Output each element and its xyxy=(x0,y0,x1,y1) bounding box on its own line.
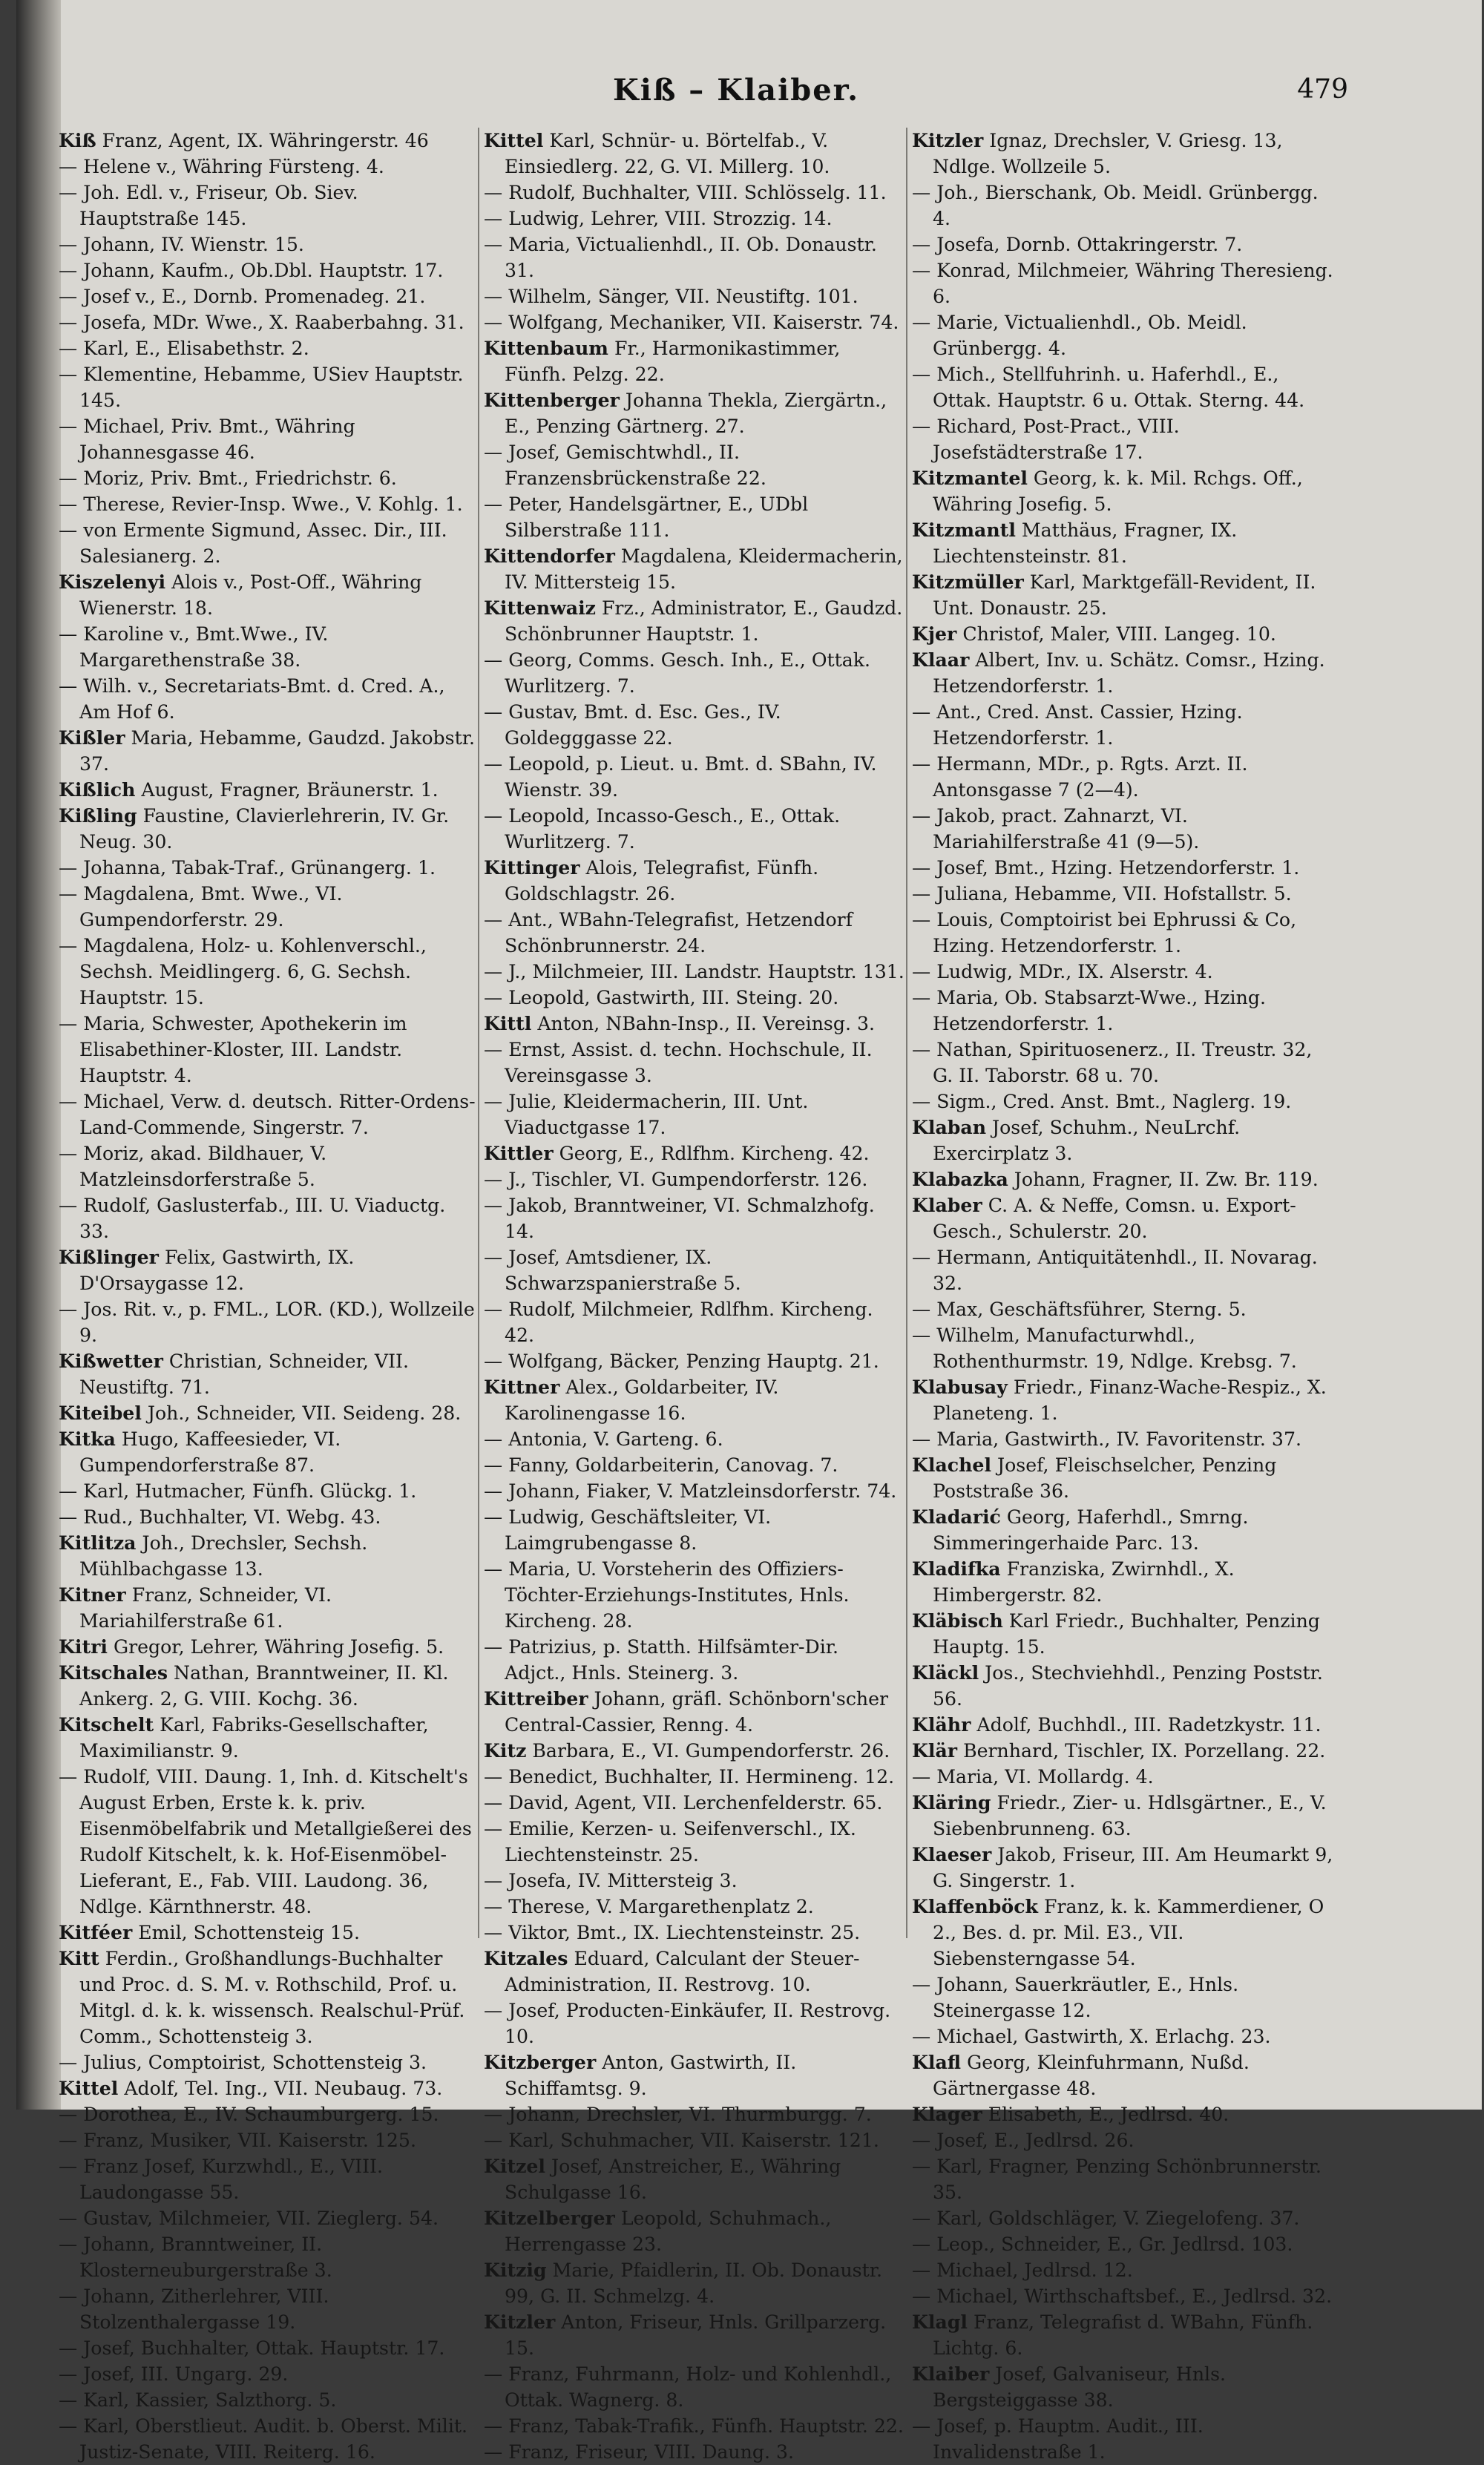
directory-entry: — Johanna, Tabak-Traf., Grünangerg. 1. xyxy=(59,857,436,879)
directory-entry: Kittenwaiz Frz., Administrator, E., Gaudzd. Schönbrunner Hauptstr. 1. xyxy=(484,597,903,645)
directory-entry: Kladarić Georg, Haferhdl., Smrng. Simmeringerhaide Parc. 13. xyxy=(912,1506,1249,1554)
directory-entry: Kißler Maria, Hebamme, Gaudzd. Jakobstr. 37. xyxy=(59,726,475,775)
directory-entry: — Magdalena, Bmt. Wwe., VI. Gumpendorferstr. 29. xyxy=(59,883,343,930)
directory-entry: Klaber C. A. & Neffe, Comsn. u. Export-Gesch., Schulerstr. 20. xyxy=(912,1194,1296,1242)
directory-entry: — Maria, U. Vorsteherin des Offiziers-Töchter-Erziehungs-Institutes, Hnls. Kircheng. 28. xyxy=(484,1558,850,1632)
directory-entry: — Rudolf, Buchhalter, VIII. Schlösselg. 11. xyxy=(484,182,887,203)
directory-entry: — Johann, Drechsler, VI. Thurmburgg. 7. xyxy=(484,2104,872,2125)
directory-entry: — Julius, Comptoirist, Schottensteig 3. xyxy=(59,2052,427,2073)
directory-entry: Klabazka Johann, Fragner, II. Zw. Br. 119. xyxy=(912,1168,1319,1190)
directory-entry: — Josef, Bmt., Hzing. Hetzendorferstr. 1. xyxy=(912,857,1300,879)
directory-entry: Kläckl Jos., Stechviehhdl., Penzing Poststr. 56. xyxy=(912,1661,1323,1710)
directory-entry: — Moriz, Priv. Bmt., Friedrichstr. 6. xyxy=(59,467,397,489)
directory-entry: Klachel Josef, Fleischselcher, Penzing Poststraße 36. xyxy=(912,1454,1277,1502)
directory-entry: — Jakob, Branntweiner, VI. Schmalzhofg. 14. xyxy=(484,1195,875,1242)
directory-entry: Kitzler Ignaz, Drechsler, V. Griesg. 13, Ndlge. Wollzeile 5. xyxy=(912,129,1283,177)
directory-entry: Klager Elisabeth, E., Jedlrsd. 40. xyxy=(912,2103,1229,2125)
directory-entry: — Max, Geschäftsführer, Sterng. 5. xyxy=(912,1299,1247,1320)
directory-entry: — Leop., Schneider, E., Gr. Jedlrsd. 103. xyxy=(912,2233,1293,2255)
directory-entry: — Peter, Handelsgärtner, E., UDbl Silberstraße 111. xyxy=(484,493,809,541)
directory-entry: — Karl, E., Elisabethstr. 2. xyxy=(59,338,309,359)
directory-entry: Kiß Franz, Agent, IX. Währingerstr. 46 xyxy=(59,129,429,151)
directory-entry: — Ant., Cred. Anst. Cassier, Hzing. Hetzendorferstr. 1. xyxy=(912,701,1243,749)
directory-entry: — Jakob, pract. Zahnarzt, VI. Mariahilferstraße 41 (9—5). xyxy=(912,805,1200,853)
directory-entry: Kitzel Josef, Anstreicher, E., Währing Schulgasse 16. xyxy=(484,2155,841,2203)
directory-entry: — Wolfgang, Bäcker, Penzing Hauptg. 21. xyxy=(484,1350,879,1372)
directory-entry: — Johann, Kaufm., Ob.Dbl. Hauptstr. 17. xyxy=(59,260,444,281)
directory-entry: — Karl, Fragner, Penzing Schönbrunnerstr. 35. xyxy=(912,2156,1322,2203)
directory-entry: — Johann, Sauerkräutler, E., Hnls. Steinergasse 12. xyxy=(912,1974,1239,2021)
directory-entry: — Patrizius, p. Statth. Hilfsämter-Dir. Adjct., Hnls. Steinerg. 3. xyxy=(484,1636,839,1684)
directory-entry: — Karl, Goldschläger, V. Ziegelofeng. 37. xyxy=(912,2208,1300,2229)
directory-entry: — Konrad, Milchmeier, Währing Theresieng. 6. xyxy=(912,260,1333,307)
directory-entry: — Karl, Kassier, Salzthorg. 5. xyxy=(59,2389,337,2411)
directory-entry: — Josefa, Dornb. Ottakringerstr. 7. xyxy=(912,234,1243,255)
directory-entry: Kläring Friedr., Zier- u. Hdlsgärtner., E., V. Siebenbrunneng. 63. xyxy=(912,1791,1327,1839)
directory-entry: Kitt Ferdin., Großhandlungs-Buchhalter und Proc. d. S. M. v. Rothschild, Prof. u. Mitgl. d. k. k. wissensch. Realschul-Prüf. Comm., Schottensteig 3. xyxy=(59,1947,465,2047)
directory-entry: Kitzig Marie, Pfaidlerin, II. Ob. Donaustr. 99, G. II. Schmelzg. 4. xyxy=(484,2259,883,2307)
directory-entry: — Maria, Victualienhdl., II. Ob. Donaustr. 31. xyxy=(484,234,877,281)
directory-entry: Kitzmüller Karl, Marktgefäll-Revident, II. Unt. Donaustr. 25. xyxy=(912,571,1316,619)
directory-entry: — Maria, Schwester, Apothekerin im Elisabethiner-Kloster, III. Landstr. Hauptstr. 4. xyxy=(59,1013,407,1086)
directory-entry: Kitlitza Joh., Drechsler, Sechsh. Mühlbachgasse 13. xyxy=(59,1532,368,1580)
directory-entry: — Gustav, Milchmeier, VII. Zieglerg. 54. xyxy=(59,2208,439,2229)
directory-entry: — Ernst, Assist. d. techn. Hochschule, II. Vereinsgasse 3. xyxy=(484,1039,873,1086)
directory-entry: — Louis, Comptoirist bei Ephrussi & Co, Hzing. Hetzendorferstr. 1. xyxy=(912,909,1297,956)
directory-entry: — Wilhelm, Sänger, VII. Neustiftg. 101. xyxy=(484,286,858,307)
directory-entry: Kjer Christof, Maler, VIII. Langeg. 10. xyxy=(912,623,1276,645)
directory-entry: Kitri Gregor, Lehrer, Währing Josefig. 5. xyxy=(59,1635,444,1658)
directory-entry: Klaar Albert, Inv. u. Schätz. Comsr., Hzing. Hetzendorferstr. 1. xyxy=(912,649,1325,697)
directory-entry: Klagl Franz, Telegrafist d. WBahn, Fünfh. Lichtg. 6. xyxy=(912,2311,1313,2359)
directory-entry: Klaffenböck Franz, k. k. Kammerdiener, O 2., Bes. d. pr. Mil. E3., VII. Siebensterngasse 54. xyxy=(912,1895,1324,1969)
directory-entry: — Wilh. v., Secretariats-Bmt. d. Cred. A., Am Hof 6. xyxy=(59,675,445,723)
directory-entry: — J., Tischler, VI. Gumpendorferstr. 126. xyxy=(484,1169,868,1190)
directory-entry: — Maria, VI. Mollardg. 4. xyxy=(912,1766,1154,1788)
directory-column-right xyxy=(912,128,1333,2465)
directory-entry: Kitschales Nathan, Branntweiner, II. Kl. Ankerg. 2, G. VIII. Kochg. 36. xyxy=(59,1661,449,1710)
directory-entry: — Rudolf, Milchmeier, Rdlfhm. Kircheng. 42. xyxy=(484,1299,873,1346)
directory-entry: — Ludwig, MDr., IX. Alserstr. 4. xyxy=(912,961,1213,982)
directory-entry: — Karl, Hutmacher, Fünfh. Glückg. 1. xyxy=(59,1480,417,1502)
directory-entry: Klafl Georg, Kleinfuhrmann, Nußd. Gärtnergasse 48. xyxy=(912,2051,1250,2099)
directory-entry: — Joh., Bierschank, Ob. Meidl. Grünbergg. 4. xyxy=(912,182,1319,229)
directory-entry: — Josef v., E., Dornb. Promenadeg. 21. xyxy=(59,286,426,307)
directory-entry: — Josef, E., Jedlrsd. 26. xyxy=(912,2130,1135,2151)
directory-entry: — Franz Josef, Kurzwhdl., E., VIII. Laudongasse 55. xyxy=(59,2156,383,2203)
directory-entry: — Leopold, Incasso-Gesch., E., Ottak. Wurlitzerg. 7. xyxy=(484,805,841,853)
directory-entry: Klabusay Friedr., Finanz-Wache-Respiz., X. Planeteng. 1. xyxy=(912,1376,1327,1424)
directory-entry: — Dorothea, E., IV. Schaumburgerg. 15. xyxy=(59,2104,439,2125)
directory-entry: — von Ermente Sigmund, Assec. Dir., III. Salesianerg. 2. xyxy=(59,519,447,567)
directory-entry: — Marie, Victualienhdl., Ob. Meidl. Grünbergg. 4. xyxy=(912,312,1247,359)
directory-entry: — Wilhelm, Manufacturwhdl., Rothenthurmstr. 19, Ndlge. Krebsg. 7. xyxy=(912,1325,1297,1372)
directory-entry: — Sigm., Cred. Anst. Bmt., Naglerg. 19. xyxy=(912,1091,1292,1112)
directory-entry: Kladifka Franziska, Zwirnhdl., X. Himbergerstr. 82. xyxy=(912,1558,1235,1606)
directory-entry: — Rudolf, Gaslusterfab., III. U. Viaductg. 33. xyxy=(59,1195,446,1242)
directory-entry: — Franz, Tabak-Trafik., Fünfh. Hauptstr. 22. xyxy=(484,2415,904,2437)
directory-entry: — Johann, Zitherlehrer, VIII. Stolzenthalergasse 19. xyxy=(59,2285,329,2333)
directory-entry: Kittendorfer Magdalena, Kleidermacherin, IV. Mittersteig 15. xyxy=(484,545,903,593)
directory-entry: — Julie, Kleidermacherin, III. Unt. Viaductgasse 17. xyxy=(484,1091,809,1138)
directory-entry: — Leopold, p. Lieut. u. Bmt. d. SBahn, IV. Wienstr. 39. xyxy=(484,753,877,801)
directory-entry: Kittinger Alois, Telegrafist, Fünfh. Goldschlagstr. 26. xyxy=(484,856,819,905)
directory-entry: — Michael, Wirthschaftsbef., E., Jedlrsd. 32. xyxy=(912,2285,1333,2307)
directory-entry: Kitféer Emil, Schottensteig 15. xyxy=(59,1921,360,1943)
directory-entry: — Karoline v., Bmt.Wwe., IV. Margarethenstraße 38. xyxy=(59,623,329,671)
directory-entry: Kittenberger Johanna Thekla, Ziergärtn., E., Penzing Gärtnerg. 27. xyxy=(484,389,887,437)
directory-entry: — Josef, p. Hauptm. Audit., III. Invalidenstraße 1. xyxy=(912,2415,1204,2463)
directory-entry: — Helene v., Währing Fürsteng. 4. xyxy=(59,156,384,177)
directory-entry: — Ant., WBahn-Telegrafist, Hetzendorf Schönbrunnerstr. 24. xyxy=(484,909,853,956)
page-header-title: Kiß – Klaiber. xyxy=(612,73,860,108)
directory-entry: — Hermann, MDr., p. Rgts. Arzt. II. Antonsgasse 7 (2—4). xyxy=(912,753,1248,801)
directory-entry: — Ludwig, Geschäftsleiter, VI. Laimgrubengasse 8. xyxy=(484,1506,772,1554)
directory-entry: Kläbisch Karl Friedr., Buchhalter, Penzing Hauptg. 15. xyxy=(912,1609,1320,1658)
directory-entry: Kißlinger Felix, Gastwirth, IX. D'Orsaygasse 12. xyxy=(59,1246,355,1294)
directory-entry: Kitzler Anton, Friseur, Hnls. Grillparzerg. 15. xyxy=(484,2311,887,2359)
directory-entry: Kitzmantel Georg, k. k. Mil. Rchgs. Off., Währing Josefig. 5. xyxy=(912,467,1303,515)
directory-entry: — Benedict, Buchhalter, II. Hermineng. 12. xyxy=(484,1766,895,1788)
directory-entry: — Michael, Jedlrsd. 12. xyxy=(912,2259,1133,2281)
directory-entry: — Maria, Gastwirth., IV. Favoritenstr. 37. xyxy=(912,1428,1301,1450)
directory-entry: — Mich., Stellfuhrinh. u. Haferhdl., E., Ottak. Hauptstr. 6 u. Ottak. Sterng. 44. xyxy=(912,364,1305,411)
directory-entry: — Therese, Revier-Insp. Wwe., V. Kohlg. 1. xyxy=(59,493,463,515)
directory-entry: Kitz Barbara, E., VI. Gumpendorferstr. 26. xyxy=(484,1739,890,1762)
directory-entry: — David, Agent, VII. Lerchenfelderstr. 65. xyxy=(484,1792,883,1814)
directory-entry: Klaiber Josef, Galvaniseur, Hnls. Bergsteiggasse 38. xyxy=(912,2363,1227,2411)
column-divider xyxy=(906,128,907,1938)
directory-entry: Kittenbaum Fr., Harmonikastimmer, Fünfh. Pelzg. 22. xyxy=(484,337,841,385)
directory-entry: — Juliana, Hebamme, VII. Hofstallstr. 5. xyxy=(912,883,1292,905)
directory-entry: — Josef, Gemischtwhdl., II. Franzensbrückenstraße 22. xyxy=(484,442,766,489)
directory-entry: Kitschelt Karl, Fabriks-Gesellschafter, Maximilianstr. 9. xyxy=(59,1713,429,1762)
directory-entry: — Franz, Friseur, VIII. Daung. 3. xyxy=(484,2441,795,2463)
directory-entry: Klär Bernhard, Tischler, IX. Porzellang. 22. xyxy=(912,1739,1326,1762)
book-spine-shadow xyxy=(16,0,61,2110)
directory-entry: — Franz, Musiker, VII. Kaiserstr. 125. xyxy=(59,2130,416,2151)
directory-entry: Kitzales Eduard, Calculant der Steuer-Administration, II. Restrovg. 10. xyxy=(484,1947,860,1995)
directory-entry: — Josef, Buchhalter, Ottak. Hauptstr. 17. xyxy=(59,2337,445,2359)
directory-entry: — Josefa, IV. Mittersteig 3. xyxy=(484,1870,738,1891)
directory-entry: Kittel Adolf, Tel. Ing., VII. Neubaug. 73. xyxy=(59,2077,443,2099)
directory-entry: Kittreiber Johann, gräfl. Schönborn'scher Central-Cassier, Renng. 4. xyxy=(484,1687,889,1736)
directory-entry: Kittner Alex., Goldarbeiter, IV. Karolinengasse 16. xyxy=(484,1376,779,1424)
directory-entry: Klähr Adolf, Buchhdl., III. Radetzkystr. 11. xyxy=(912,1713,1322,1736)
directory-entry: — Fanny, Goldarbeiterin, Canovag. 7. xyxy=(484,1454,838,1476)
directory-entry: — Karl, Oberstlieut. Audit. b. Oberst. Milit. Justiz-Senate, VIII. Reiterg. 16. xyxy=(59,2415,468,2463)
directory-entry: — Maria, Ob. Stabsarzt-Wwe., Hzing. Hetzendorferstr. 1. xyxy=(912,987,1266,1034)
directory-entry: Kittel Karl, Schnür- u. Börtelfab., V. Einsiedlerg. 22, G. VI. Millerg. 10. xyxy=(484,129,830,177)
directory-entry: — J., Milchmeier, III. Landstr. Hauptstr. 131. xyxy=(484,961,904,982)
directory-entry: — Karl, Schuhmacher, VII. Kaiserstr. 121. xyxy=(484,2130,879,2151)
directory-entry: — Franz, Fuhrmann, Holz- und Kohlenhdl., Ottak. Wagnerg. 8. xyxy=(484,2363,892,2411)
directory-entry: — Moriz, akad. Bildhauer, V. Matzleinsdorferstraße 5. xyxy=(59,1143,327,1190)
directory-entry: Kittler Georg, E., Rdlfhm. Kircheng. 42. xyxy=(484,1142,870,1164)
directory-column-left xyxy=(59,128,480,2465)
directory-entry: — Josef, III. Ungarg. 29. xyxy=(59,2363,289,2385)
page-number: 479 xyxy=(1297,74,1348,105)
directory-entry: — Nathan, Spirituosenerz., II. Treustr. 32, G. II. Taborstr. 68 u. 70. xyxy=(912,1039,1313,1086)
directory-entry: Kitka Hugo, Kaffeesieder, VI. Gumpendorferstraße 87. xyxy=(59,1428,341,1476)
directory-entry: — Josef, Producten-Einkäufer, II. Restrovg. 10. xyxy=(484,2000,891,2047)
directory-entry: — Michael, Priv. Bmt., Währing Johannesgasse 46. xyxy=(59,416,355,463)
directory-entry: — Gustav, Bmt. d. Esc. Ges., IV. Goldegggasse 22. xyxy=(484,701,781,749)
directory-entry: — Wolfgang, Mechaniker, VII. Kaiserstr. 74. xyxy=(484,312,899,333)
directory-entry: Klaeser Jakob, Friseur, III. Am Heumarkt 9, G. Singerstr. 1. xyxy=(912,1843,1333,1891)
directory-entry: — Johann, Fiaker, V. Matzleinsdorferstr. 74. xyxy=(484,1480,897,1502)
directory-entry: — Viktor, Bmt., IX. Liechtensteinstr. 25. xyxy=(484,1922,861,1943)
directory-entry: — Georg, Comms. Gesch. Inh., E., Ottak. Wurlitzerg. 7. xyxy=(484,649,870,697)
directory-column-middle xyxy=(484,128,905,2465)
directory-entry: Kißling Faustine, Clavierlehrerin, IV. Gr. Neug. 30. xyxy=(59,804,450,853)
directory-entry: — Therese, V. Margarethenplatz 2. xyxy=(484,1896,814,1917)
directory-entry: Kitzmantl Matthäus, Fragner, IX. Liechtensteinstr. 81. xyxy=(912,519,1238,567)
directory-entry: Kitner Franz, Schneider, VI. Mariahilferstraße 61. xyxy=(59,1583,332,1632)
directory-page xyxy=(16,0,1482,2463)
directory-entry: — Joh. Edl. v., Friseur, Ob. Siev. Hauptstraße 145. xyxy=(59,182,358,229)
directory-entry: Kitzberger Anton, Gastwirth, II. Schiffamtsg. 9. xyxy=(484,2051,797,2099)
directory-entry: — Emilie, Kerzen- u. Seifenverschl., IX. Liechtensteinstr. 25. xyxy=(484,1818,856,1865)
directory-entry: — Josefa, MDr. Wwe., X. Raaberbahng. 31. xyxy=(59,312,464,333)
directory-entry: — Rudolf, VIII. Daung. 1, Inh. d. Kitschelt's August Erben, Erste k. k. priv. Eisenmöbelfabrik und Metallgießerei des Rudolf Kitschelt, k. k. Hof-Eisenmöbel-Lieferant, E., Fab. VIII. Laudong. 36, Ndlge. Kärnthnerstr. 48. xyxy=(59,1766,472,1917)
directory-entry: — Jos. Rit. v., p. FML., LOR. (KD.), Wollzeile 9. xyxy=(59,1299,475,1346)
directory-entry: — Richard, Post-Pract., VIII. Josefstädterstraße 17. xyxy=(912,416,1180,463)
directory-entry: — Hermann, Antiquitätenhdl., II. Novarag. 32. xyxy=(912,1247,1318,1294)
directory-entry: — Rud., Buchhalter, VI. Webg. 43. xyxy=(59,1506,381,1528)
directory-entry: — Antonia, V. Garteng. 6. xyxy=(484,1428,723,1450)
directory-entry: — Magdalena, Holz- u. Kohlenverschl., Sechsh. Meidlingerg. 6, G. Sechsh. Hauptstr. 15. xyxy=(59,935,427,1008)
directory-entry: Klaban Josef, Schuhm., NeuLrchf. Exercirplatz 3. xyxy=(912,1116,1241,1164)
directory-entry: — Ludwig, Lehrer, VIII. Strozzig. 14. xyxy=(484,208,833,229)
directory-entry: — Josef, Amtsdiener, IX. Schwarzspanierstraße 5. xyxy=(484,1247,741,1294)
directory-entry: — Michael, Verw. d. deutsch. Ritter-Ordens-Land-Commende, Singerstr. 7. xyxy=(59,1091,476,1138)
directory-entry: — Klementine, Hebamme, USiev Hauptstr. 145. xyxy=(59,364,464,411)
directory-entry: Kißwetter Christian, Schneider, VII. Neustiftg. 71. xyxy=(59,1350,410,1398)
directory-entry: — Johann, IV. Wienstr. 15. xyxy=(59,234,304,255)
directory-entry: Kittl Anton, NBahn-Insp., II. Vereinsg. 3. xyxy=(484,1012,876,1034)
directory-entry: Kiszelenyi Alois v., Post-Off., Währing Wienerstr. 18. xyxy=(59,571,422,619)
directory-entry: — Johann, Branntweiner, II. Klosterneuburgerstraße 3. xyxy=(59,2233,332,2281)
directory-entry: — Leopold, Gastwirth, III. Steing. 20. xyxy=(484,987,839,1008)
directory-entry: — Michael, Gastwirth, X. Erlachg. 23. xyxy=(912,2026,1271,2047)
directory-entry: Kitzelberger Leopold, Schuhmach., Herrengasse 23. xyxy=(484,2207,832,2255)
directory-entry: Kiteibel Joh., Schneider, VII. Seideng. 28. xyxy=(59,1402,462,1424)
directory-entry: Kißlich August, Fragner, Bräunerstr. 1. xyxy=(59,778,439,801)
